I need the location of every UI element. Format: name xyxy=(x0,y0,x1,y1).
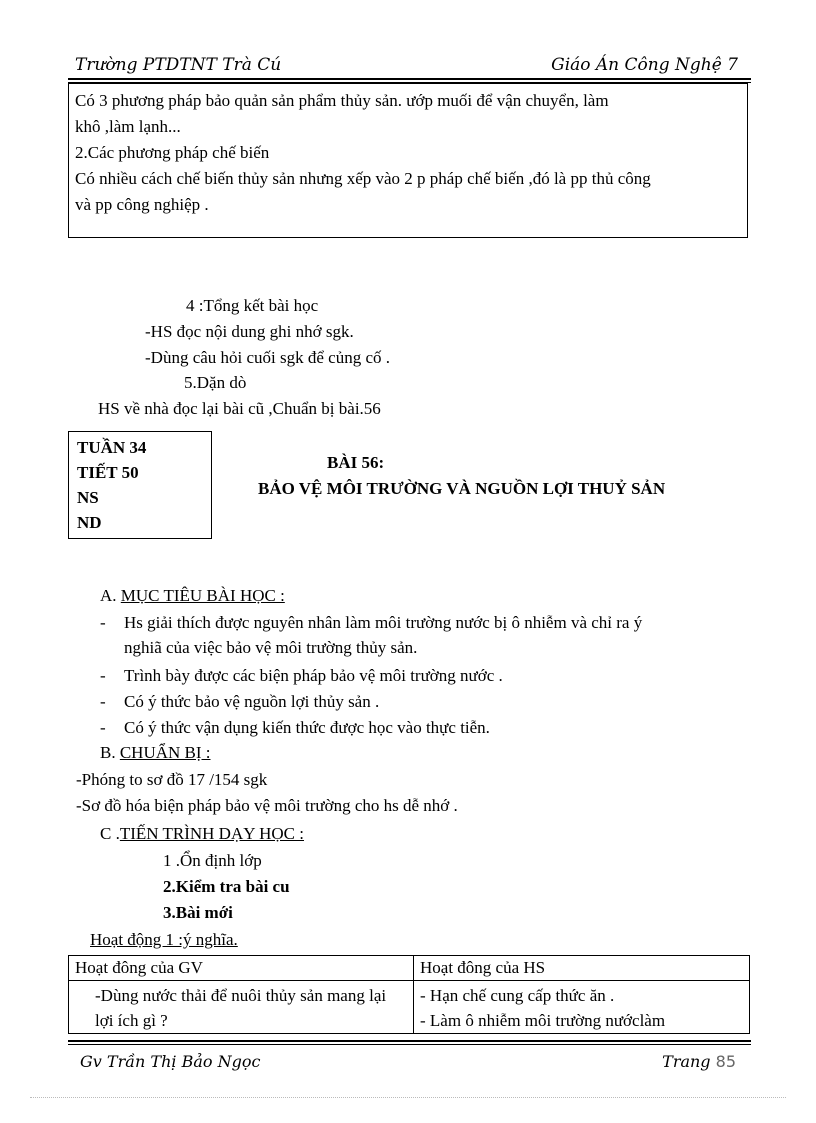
header-subject: Giáo Án Công Nghệ 7 xyxy=(551,55,738,75)
summary-item-5: 5.Dặn dò xyxy=(184,373,247,392)
dash-bullet: - xyxy=(100,718,106,737)
section-a-title: MỤC TIÊU BÀI HỌC : xyxy=(120,586,285,605)
footer-page-number: 85 xyxy=(715,1052,736,1071)
box-line: và pp công nghiệp . xyxy=(75,195,209,214)
activity-heading: Hoạt động 1 :ý nghĩa. xyxy=(90,930,238,949)
section-c-title: TIẾN TRÌNH DẠY HỌC : xyxy=(119,824,304,843)
summary-line-3: HS về nhà đọc lại bài cũ ,Chuẩn bị bài.56 xyxy=(98,399,381,418)
step-1: 1 .Ổn định lớp xyxy=(163,851,262,870)
prep-line-2: -Sơ đồ hóa biện pháp bảo vệ môi trường cho hs dễ nhớ . xyxy=(76,796,458,815)
section-a-heading xyxy=(100,586,285,606)
section-c-heading xyxy=(100,824,304,844)
table-header-gv: Hoạt đông của GV xyxy=(69,956,414,981)
objective-item xyxy=(100,610,750,660)
period-label: TIẾT 50 xyxy=(77,463,139,482)
objective-text: Có ý thức bảo vệ nguồn lợi thủy sản . xyxy=(124,692,380,711)
nd-label: ND xyxy=(77,513,102,532)
lesson-info-box xyxy=(68,431,212,539)
footer-rule xyxy=(68,1040,751,1042)
step-3: 3.Bài mới xyxy=(163,903,233,922)
objective-text: Trình bày được các biện pháp bảo vệ môi trường nước . xyxy=(124,666,503,685)
footer-teacher: Gv Trần Thị Bảo Ngọc xyxy=(80,1052,261,1071)
box-line: khô ,làm lạnh... xyxy=(75,117,181,136)
dash-bullet: - xyxy=(100,692,106,711)
lesson-number: BÀI 56: xyxy=(327,453,385,472)
section-a-prefix: A. xyxy=(100,586,121,605)
section-b-prefix: B. xyxy=(100,743,120,762)
footer-page-label: Trang xyxy=(662,1052,711,1071)
summary-item-4: 4 :Tổng kết bài học xyxy=(186,296,319,315)
dash-bullet: - xyxy=(100,666,106,685)
section-b-title: CHUẨN BỊ : xyxy=(119,743,211,762)
box-line: 2.Các phương pháp chế biến xyxy=(75,143,270,162)
step-2: 2.Kiểm tra bài cu xyxy=(163,877,290,896)
prep-line-1: -Phóng to sơ đồ 17 /154 sgk xyxy=(76,770,268,789)
page-edge-divider xyxy=(30,1097,786,1098)
preservation-box xyxy=(68,83,748,238)
lesson-title: BẢO VỆ MÔI TRƯỜNG VÀ NGUỒN LỢI THUỶ SẢN xyxy=(258,479,666,498)
hs-line: - Hạn chế cung cấp thức ăn . xyxy=(420,986,615,1005)
header-rule xyxy=(68,78,751,80)
section-c-prefix: C . xyxy=(100,824,120,843)
summary-line-2: -Dùng câu hỏi cuối sgk để củng cố . xyxy=(145,348,391,367)
summary-line-1: -HS đọc nội dung ghi nhớ sgk. xyxy=(145,322,354,341)
activity-table xyxy=(68,955,750,1034)
table-header-hs: Hoạt đông của HS xyxy=(414,956,750,981)
objective-text-cont: nghiã của việc bảo vệ môi trường thủy sản. xyxy=(124,638,418,657)
hs-line: - Làm ô nhiễm môi trường nướclàm xyxy=(420,1011,666,1030)
footer-page xyxy=(662,1052,736,1071)
table-header-row xyxy=(69,956,750,981)
section-b-heading xyxy=(100,743,211,763)
box-line: Có 3 phương pháp bảo quản sản phẩm thủy sản. ướp muối để vận chuyển, làm xyxy=(75,91,609,110)
table-cell-hs xyxy=(414,981,750,1034)
table-cell-gv: -Dùng nước thải để nuôi thủy sản mang lại lợi ích gì ? xyxy=(69,981,414,1034)
table-row xyxy=(69,981,750,1034)
ns-label: NS xyxy=(77,488,99,507)
objective-text: Hs giải thích được nguyên nhân làm môi trường nước bị ô nhiễm và chỉ ra ý xyxy=(124,613,643,632)
box-line: Có nhiều cách chế biến thủy sản nhưng xếp vào 2 p pháp chế biến ,đó là pp thủ công xyxy=(75,169,651,188)
footer-rule-thin xyxy=(68,1044,751,1045)
week-label: TUẦN 34 xyxy=(77,438,147,457)
dash-bullet: - xyxy=(100,613,106,632)
objective-text: Có ý thức vận dụng kiến thức được học vào thực tiễn. xyxy=(124,718,490,737)
header-school: Trường PTDTNT Trà Cú xyxy=(75,55,282,75)
